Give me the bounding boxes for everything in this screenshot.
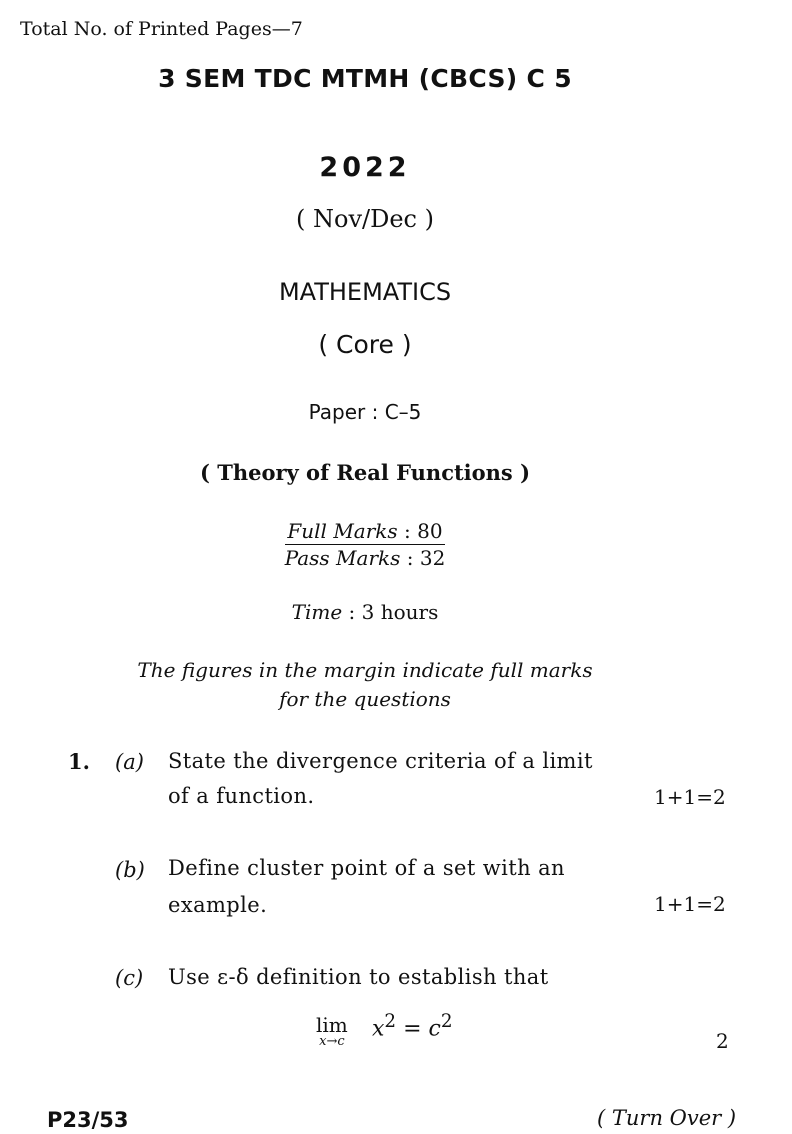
limit-operator <box>316 1013 348 1049</box>
lhs-exponent: 2 <box>384 1011 397 1032</box>
part-b-marks: 1+1=2 <box>654 892 726 916</box>
printed-pages-note: Total No. of Printed Pages—7 <box>20 18 303 40</box>
pass-marks <box>285 545 446 570</box>
part-a-line-2: of a function. <box>168 784 315 808</box>
pass-marks-label: Pass Marks <box>284 546 401 570</box>
part-a-line-1: State the divergence criteria of a limit <box>168 749 593 773</box>
part-b-line-1: Define cluster point of a set with an <box>168 856 565 880</box>
instruction-line-2: for the questions <box>279 687 451 711</box>
paper-number: Paper : C–5 <box>308 400 422 424</box>
rhs-exponent: 2 <box>440 1011 453 1032</box>
full-marks <box>285 519 446 545</box>
part-a-marks: 1+1=2 <box>654 785 726 809</box>
full-marks-label: Full Marks <box>287 519 398 543</box>
time-label: Time <box>291 600 343 624</box>
paper-title: ( Theory of Real Functions ) <box>199 460 531 485</box>
question-number: 1. <box>68 749 90 774</box>
part-c-marks: 2 <box>716 1029 729 1053</box>
limit-expression <box>372 1011 453 1041</box>
exam-session: ( Nov/Dec ) <box>296 205 434 233</box>
equals-sign: = <box>396 1016 429 1042</box>
paper-code-footer: P23/53 <box>47 1108 129 1132</box>
pass-marks-value: : 32 <box>400 546 446 570</box>
lhs-variable: x <box>372 1016 385 1042</box>
marks-block <box>0 519 730 570</box>
rhs-variable: c <box>428 1016 441 1042</box>
exam-time <box>0 600 730 624</box>
time-value: : 3 hours <box>342 600 439 624</box>
limit-subscript: x→c <box>319 1034 345 1049</box>
part-label-a: (a) <box>115 750 144 774</box>
instruction-note <box>0 656 730 714</box>
part-c-line-1: Use ε-δ definition to establish that <box>168 965 549 989</box>
limit-symbol: lim <box>316 1013 348 1037</box>
part-b-line-2: example. <box>168 893 268 917</box>
part-label-c: (c) <box>115 966 144 990</box>
instruction-line-1: The figures in the margin indicate full marks <box>137 658 593 682</box>
course-code: 3 SEM TDC MTMH (CBCS) C 5 <box>158 64 572 93</box>
exam-year: 2022 <box>319 152 411 183</box>
full-marks-value: : 80 <box>397 519 443 543</box>
subject-category: ( Core ) <box>318 330 412 359</box>
subject-title: MATHEMATICS <box>278 278 452 306</box>
turn-over-note: ( Turn Over ) <box>597 1106 737 1130</box>
part-label-b: (b) <box>115 858 145 882</box>
